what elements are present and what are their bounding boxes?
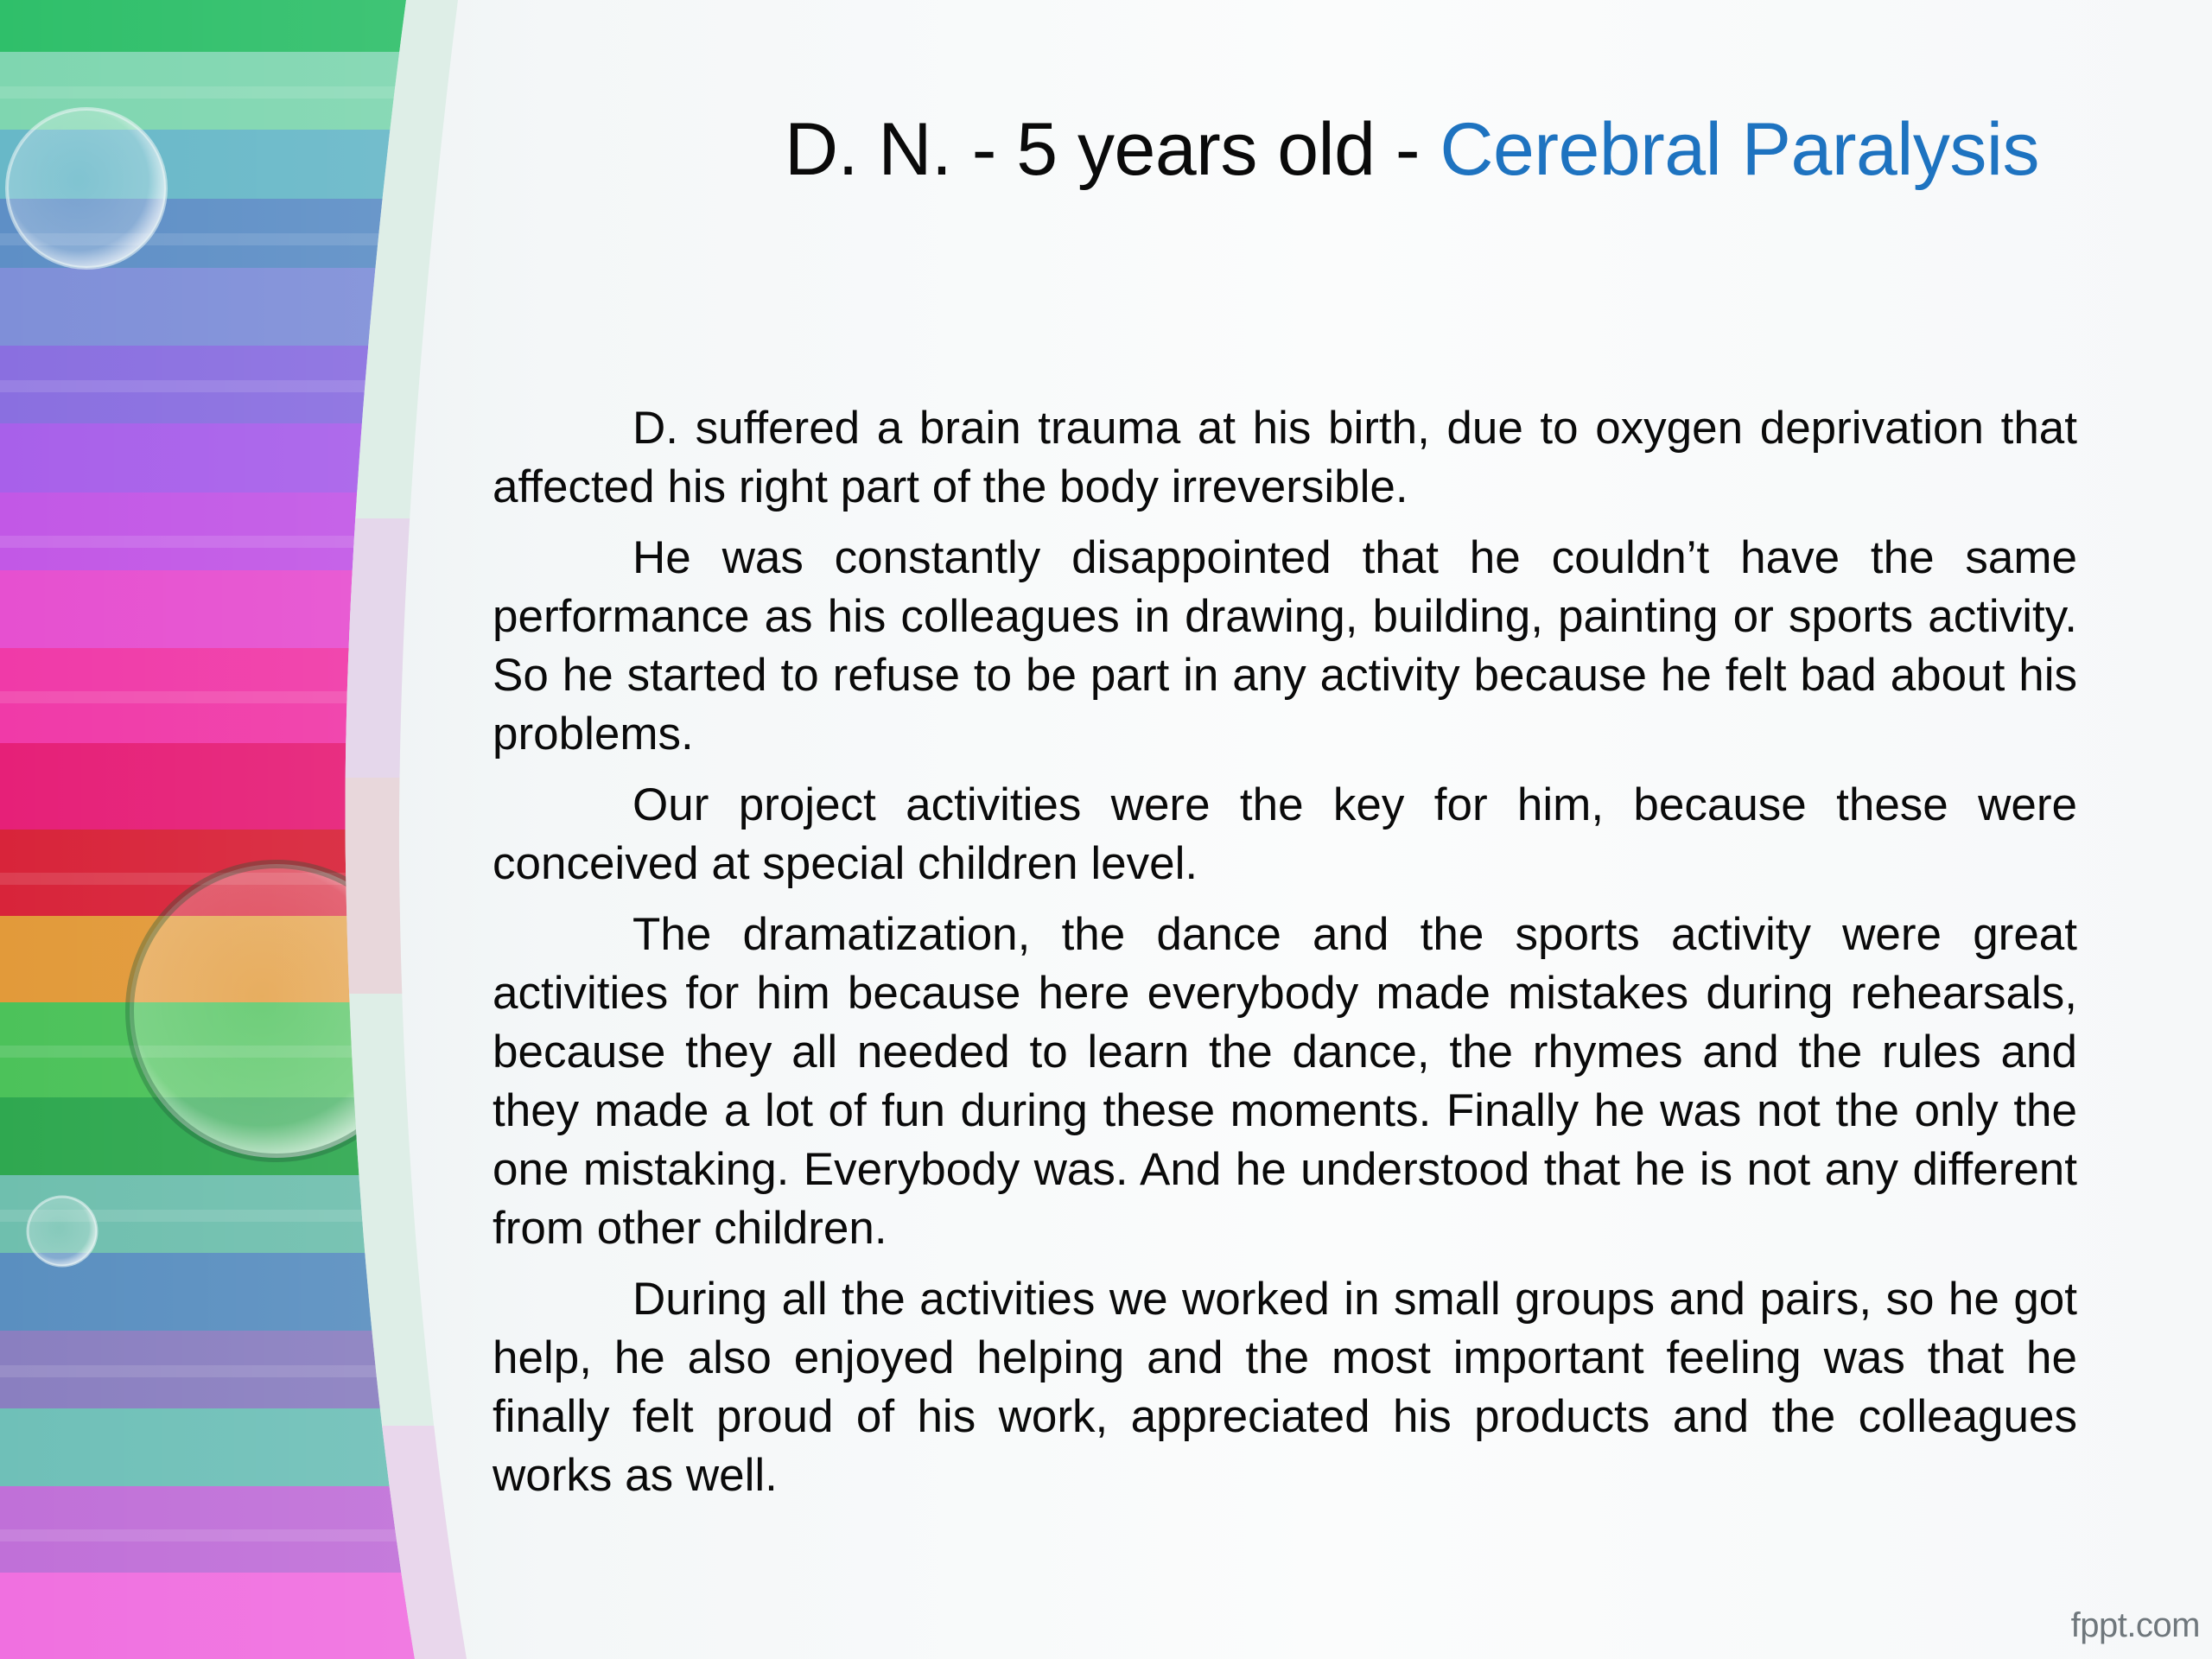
paragraph-5: During all the activities we worked in small groups and pairs, so he got help, he also enjoyed helping and the most important feeling was that he finally felt proud of his work, appreciated his products and the colleagues works as well. xyxy=(493,1274,2077,1501)
paragraph-2: He was constantly disappointed that he couldn’t have the same performance as his colleagues in drawing, building, painting or sports activity. So he started to refuse to be part in any activity because he felt bad about his problems. xyxy=(493,532,2077,760)
paragraph-4: The dramatization, the dance and the sports activity were great activities for him because here everybody made mistakes during rehearsals, because they all needed to learn the dance, the rhymes and the rules and they made a lot of fun during these moments. Finally he was not the only the one mistaking. Everybody was. And he understood that he is not any different from other children. xyxy=(493,909,2077,1254)
paragraph-3: Our project activities were the key for him, because these were conceived at special children level. xyxy=(493,779,2077,889)
title-accent: Cerebral Paralysis xyxy=(1440,108,2039,191)
decorative-stripe-band xyxy=(0,0,553,1659)
slide-body xyxy=(493,399,2077,1517)
title-main: D. N. - 5 years old - xyxy=(784,108,1440,191)
slide-title xyxy=(709,102,2039,197)
paragraph-1: D. suffered a brain trauma at his birth, due to oxygen deprivation that affected his right part of the body irreversible. xyxy=(493,403,2077,512)
footer-watermark: fppt.com xyxy=(2070,1606,2200,1644)
